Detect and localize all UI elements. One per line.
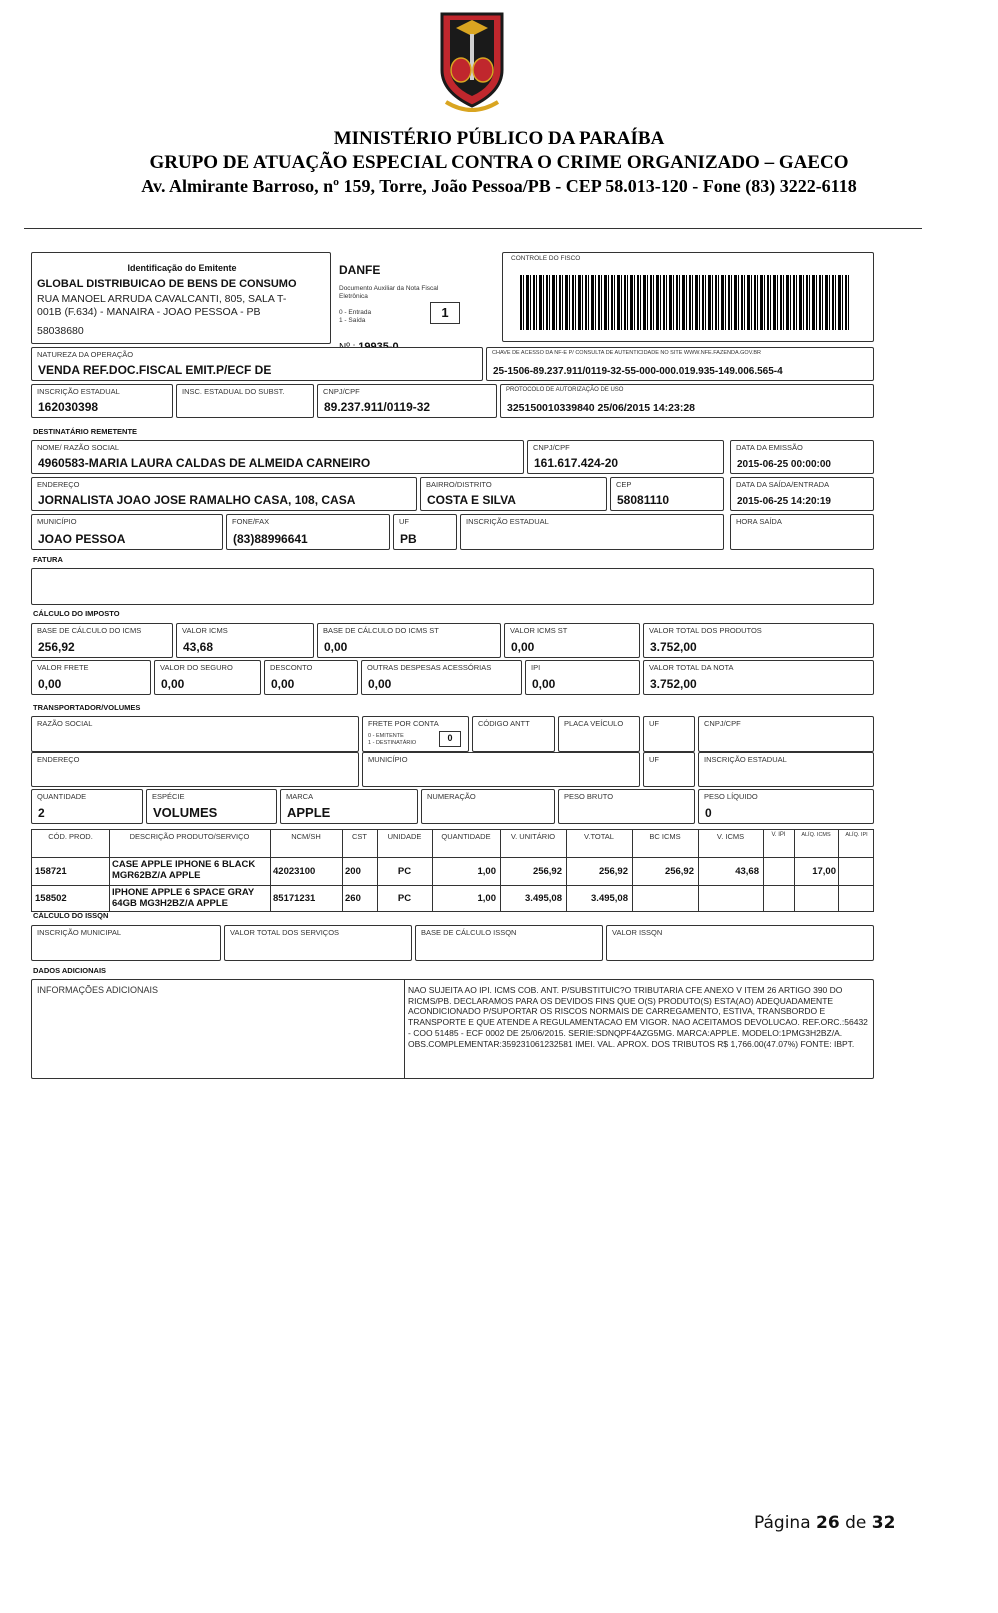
transp-peso-bruto-label: PESO BRUTO [564,792,614,801]
transp-frete-opt1: 0 - EMITENTE [368,733,404,739]
row1-vicms: 43,68 [735,866,759,877]
emitente-name: GLOBAL DISTRIBUICAO DE BENS DE CONSUMO [37,278,297,290]
row1-ncm: 42023100 [273,866,316,877]
imposto-r2-c1-value: 0,00 [38,677,62,691]
transp-ie-label: INSCRIÇÃO ESTADUAL [704,755,787,764]
danfe-tipo-box: 1 [430,302,460,324]
transp-marca-value: APPLE [287,805,331,820]
row1-vtotal: 256,92 [598,866,628,877]
produtos-table [31,829,874,912]
gaeco-seal-logo [436,10,508,116]
protocolo-label: PROTOCOLO DE AUTORIZAÇÃO DE USO [506,387,624,393]
page-current: 26 [816,1513,840,1533]
header-line-3: Av. Almirante Barroso, nº 159, Torre, João Pessoa/PB - CEP 58.013-120 - Fone (83) 3222-6118 [141,176,857,196]
danfe-subtitle: Documento Auxiliar da Nota Fiscal Eletrônica [339,285,439,300]
barcode [520,275,850,330]
adicionais-label: INFORMAÇÕES ADICIONAIS [37,985,159,995]
row2-ncm: 85171231 [273,893,316,904]
transp-antt-label: CÓDIGO ANTT [478,719,530,728]
chave-box [486,347,874,381]
row1-un: PC [397,866,412,877]
dest-nome-box [31,440,524,474]
issqn-f1-label: INSCRIÇÃO MUNICIPAL [37,928,122,937]
transp-municipio-box [362,752,640,787]
imposto-r2-c1-label: VALOR FRETE [37,663,89,672]
imposto-r2-c4-label: OUTRAS DESPESAS ACESSÓRIAS [367,663,492,672]
transp-municipio-label: MUNICÍPIO [368,755,408,764]
row1-cod: 158721 [35,866,67,877]
dest-municipio-value: JOAO PESSOA [38,532,126,546]
protocolo-value: 325150010339840 25/06/2015 14:23:28 [507,402,696,414]
dest-ie-label: INSCRIÇÃO ESTADUAL [466,517,549,526]
col-vipi: V. IPI [771,832,786,838]
imposto-r2-c4-value: 0,00 [368,677,392,691]
dest-municipio-box [31,514,223,550]
issqn-f2-box [224,925,412,961]
dest-bairro-label: BAIRRO/DISTRITO [426,480,492,489]
dest-hora-label: HORA SAÍDA [736,517,782,526]
transp-frete-value: 0 [439,731,461,747]
imposto-section: CÁLCULO DO IMPOSTO [33,609,120,618]
insc-subst-label: INSC. ESTADUAL DO SUBST. [182,387,285,396]
transp-frete-box [362,716,469,752]
chave-value: 25-1506-89.237.911/0119-32-55-000-000.019.935-149.006.565-4 [493,366,783,377]
transp-quantidade-value: 2 [38,806,45,820]
danfe-entrada: 0 - Entrada [339,309,372,316]
header-line-1: MINISTÉRIO PÚBLICO DA PARAÍBA [333,128,665,149]
imposto-r1-c1-value: 256,92 [38,640,75,654]
dest-emissao-label: DATA DA EMISSÃO [736,443,803,452]
dest-endereco-value: JORNALISTA JOAO JOSE RAMALHO CASA, 108, CASA [38,493,356,507]
dest-emissao-value: 2015-06-25 00:00:00 [737,459,831,470]
dest-municipio-label: MUNICÍPIO [37,517,77,526]
protocolo-box [500,384,874,418]
transp-quantidade-label: QUANTIDADE [37,792,87,801]
header-divider [24,228,922,229]
transp-peso-liquido-label: PESO LÍQUIDO [704,792,758,801]
transp-razao-box [31,716,359,752]
col-unidade: UNIDADE [387,832,422,841]
col-desc: DESCRIÇÃO PRODUTO/SERVIÇO [129,832,250,841]
imposto-r1-c2 [176,623,314,658]
inscricao-value: 162030398 [38,400,99,414]
emitente-cep: 58038680 [37,325,84,337]
transp-cnpj-label: CNPJ/CPF [704,719,741,728]
emitente-address-line-1: RUA MANOEL ARRUDA CAVALCANTI, 805, SALA T- [37,293,287,305]
imposto-r2-c3-label: DESCONTO [270,663,313,672]
dest-cnpj-value: 161.617.424-20 [534,456,619,470]
row2-desc [112,887,254,909]
imposto-r2-c5-value: 0,00 [532,677,556,691]
imposto-r2-c3-value: 0,00 [271,677,295,691]
natureza-label: NATUREZA DA OPERAÇÃO [37,350,134,359]
imposto-r2-c4 [361,660,522,695]
dest-ie-box [460,514,724,550]
row1-aliq-icms: 17,00 [812,866,836,877]
cnpj-emit-box [317,384,497,418]
imposto-r1-c4 [504,623,640,658]
imposto-r1-c4-value: 0,00 [511,640,535,654]
natureza-box [31,347,483,381]
emitente-address-line-2: 001B (F.634) - MANAIRA - JOAO PESSOA - PB [37,306,261,318]
dest-endereco-label: ENDEREÇO [37,480,80,489]
page-number [754,1513,895,1533]
cnpj-emit-value: 89.237.911/0119-32 [324,400,431,414]
row2-desc-line1: IPHONE APPLE 6 SPACE GRAY [112,887,255,898]
dest-cep-label: CEP [616,480,632,489]
destinatario-section: DESTINATÁRIO REMETENTE [33,427,138,436]
dest-saida-box [730,477,874,511]
imposto-r1-c1-label: BASE DE CÁLCULO DO ICMS [37,626,142,635]
insc-subst-box [176,384,314,418]
transp-numeracao-label: NUMERAÇÃO [427,792,476,801]
inscricao-box [31,384,173,418]
row1-desc-line1: CASE APPLE IPHONE 6 BLACK [112,859,256,870]
dest-cnpj-box [527,440,724,474]
dest-uf-value: PB [400,532,417,546]
transp-frete-label: FRETE POR CONTA [368,719,439,728]
issqn-f1-box [31,925,221,961]
issqn-f3-label: BASE DE CÁLCULO ISSQN [421,928,517,937]
danfe-saida: 1 - Saída [339,317,366,324]
header-line-2: GRUPO DE ATUAÇÃO ESPECIAL CONTRA O CRIME ORGANIZADO – GAECO [149,152,849,173]
row1-vunit: 256,92 [532,866,562,877]
transp-especie-value: VOLUMES [153,805,218,820]
imposto-r2-c5-label: IPI [531,663,541,672]
cnpj-emit-label: CNPJ/CPF [323,387,360,396]
danfe-title: DANFE [339,263,381,277]
dest-fone-label: FONE/FAX [232,517,270,526]
page-de-word: de [845,1513,867,1533]
page-total: 32 [871,1513,896,1533]
col-vtotal: V.TOTAL [584,832,614,841]
dest-saida-label: DATA DA SAÍDA/ENTRADA [736,480,830,489]
transp-razao-label: RAZÃO SOCIAL [37,719,93,728]
imposto-r1-c5 [643,623,874,658]
transp-peso-liquido-box [698,789,874,824]
dest-cnpj-label: CNPJ/CPF [533,443,570,452]
row2-vunit: 3.495,08 [525,893,562,904]
dest-cep-box [610,477,724,511]
transp-antt-box [472,716,555,752]
dest-hora-box [730,514,874,550]
imposto-r2-c3 [264,660,358,695]
transp-frete-options [368,733,416,746]
row2-vtotal: 3.495,08 [591,893,628,904]
chave-label: CHAVE DE ACESSO DA NF-E P/ CONSULTA DE AUTENTICIDADE NO SITE WWW.NFE.FAZENDA.GOV.BR [492,350,762,356]
row1-desc [112,859,255,881]
transp-peso-bruto-box [558,789,695,824]
imposto-r1-c2-value: 43,68 [183,640,214,654]
transp-endereco-label: ENDEREÇO [37,755,80,764]
imposto-r2-c2-value: 0,00 [161,677,185,691]
transp-quantidade-box [31,789,143,824]
inscricao-label: INSCRIÇÃO ESTADUAL [37,387,120,396]
col-aliq-icms: ALÍQ. ICMS [801,832,831,838]
dest-cep-value: 58081110 [617,493,670,507]
issqn-f4-box [606,925,874,961]
row2-qtd: 1,00 [477,893,496,904]
col-cst: CST [352,832,367,841]
transp-endereco-box [31,752,359,787]
row2-un: PC [397,893,412,904]
row2-desc-line2: 64GB MG3H2BZ/A APPLE [112,898,228,909]
transp-especie-box [146,789,277,824]
transp-marca-box [280,789,418,824]
imposto-r1-c2-label: VALOR ICMS [182,626,228,635]
imposto-r2-c6-value: 3.752,00 [650,677,697,691]
row1-qtd: 1,00 [477,866,496,877]
row1-bc: 256,92 [664,866,694,877]
fatura-box [31,568,874,605]
adicionais-section: DADOS ADICIONAIS [33,966,107,975]
row2-cod: 158502 [35,893,67,904]
dest-fone-box [226,514,390,550]
imposto-r1-c3 [317,623,501,658]
dest-bairro-box [420,477,607,511]
dest-saida-value: 2015-06-25 14:20:19 [737,496,831,507]
issqn-f4-label: VALOR ISSQN [612,928,663,937]
imposto-r1-c1 [31,623,173,658]
row1-cst: 200 [345,866,361,877]
dest-nome-label: NOME/ RAZÃO SOCIAL [37,443,120,452]
transp-ie-box [698,752,874,787]
imposto-r2-c1 [31,660,151,695]
col-cod: CÓD. PROD. [48,832,93,841]
transp-placa-box [558,716,640,752]
transp-placa-label: PLACA VEÍCULO [564,719,624,728]
dest-endereco-box [31,477,417,511]
transportador-section: TRANSPORTADOR/VOLUMES [33,703,141,712]
col-quantidade: QUANTIDADE [441,832,491,841]
issqn-f3-box [415,925,603,961]
transp-uf-box [643,716,695,752]
controle-fisco-label: CONTROLE DO FISCO [511,255,581,262]
danfe-entrada-saida [339,309,371,325]
fatura-section: FATURA [33,555,63,564]
emitente-label: Identificação do Emitente [127,263,237,273]
col-vicms: V. ICMS [716,832,745,841]
dest-fone-value: (83)88996641 [233,532,308,546]
dest-bairro-value: COSTA E SILVA [427,493,516,507]
imposto-r1-c3-value: 0,00 [324,640,348,654]
emitente-address [37,293,327,319]
transp-frete-opt2: 1 - DESTINATÁRIO [368,739,417,746]
col-bcicms: BC ICMS [649,832,681,841]
imposto-r1-c5-label: VALOR TOTAL DOS PRODUTOS [649,626,762,635]
dest-nome-value: 4960583-MARIA LAURA CALDAS DE ALMEIDA CARNEIRO [38,456,371,470]
dest-emissao-box [730,440,874,474]
natureza-value: VENDA REF.DOC.FISCAL EMIT.P/ECF DE [38,363,272,377]
imposto-r2-c5 [525,660,640,695]
emitente-box [31,252,331,344]
col-aliq-ipi: ALÍQ. IPI [845,832,868,838]
page-word: Página [754,1513,811,1533]
transp-uf-label: UF [649,719,659,728]
col-ncm: NCM/SH [291,832,321,841]
imposto-r2-c6 [643,660,874,695]
issqn-section: CÁLCULO DO ISSQN [33,911,109,920]
dest-uf-label: UF [399,517,409,526]
transp-marca-label: MARCA [286,792,314,801]
row1-desc-line2: MGR62BZ/A APPLE [112,870,201,881]
adicionais-text: NAO SUJEITA AO IPI. ICMS COB. ANT. P/SUBSTITUIC?O TRIBUTARIA CFE ANEXO V ITEM 26 ARTIGO 390 DO RICMS/PB. DECLARAMOS PARA OS DEVIDOS FINS QUE O(S) PRODUTO(S) ESTA(AO) ADEQUADAMENTE ACONDICIONADO P/SUPORTAR OS RISCOS NORMAIS DE CARREGAMENTO, ESTIVA, TRANSBORDO E TRANSPORTE E QUE ATENDE A REGULAMENTACAO EM VIGOR. NAO ACEITAMOS DEVOLUCAO. REF.ORC.:56432 - COO 51485 - ECF 0002 DE 25/06/2015. SERIE:SDNQPF4AZG5MG. MARCA:APPLE. MODELO:1PMG3H2BZ/A. OBS.COMPLEMENTAR:359231061232581 IMEI. VAL. APROX. DOS TRIBUTOS R$ 1,766.00(47.07%) FONTE: IBPT. [408,985,868,1049]
transp-peso-liquido-value: 0 [705,806,712,820]
transp-uf2-label: UF [649,755,659,764]
dest-uf-box [393,514,457,550]
transp-uf2-box [643,752,695,787]
issqn-f2-label: VALOR TOTAL DOS SERVIÇOS [230,928,340,937]
imposto-r2-c2-label: VALOR DO SEGURO [160,663,233,672]
row2-cst: 260 [345,893,361,904]
imposto-r2-c6-label: VALOR TOTAL DA NOTA [649,663,734,672]
transp-especie-label: ESPÉCIE [152,792,185,801]
imposto-r1-c4-label: VALOR ICMS ST [510,626,568,635]
col-vunit: V. UNITÁRIO [510,832,556,841]
transp-cnpj-box [698,716,874,752]
imposto-r2-c2 [154,660,261,695]
transp-numeracao-box [421,789,555,824]
imposto-r1-c3-label: BASE DE CÁLCULO DO ICMS ST [323,626,439,635]
imposto-r1-c5-value: 3.752,00 [650,640,697,654]
